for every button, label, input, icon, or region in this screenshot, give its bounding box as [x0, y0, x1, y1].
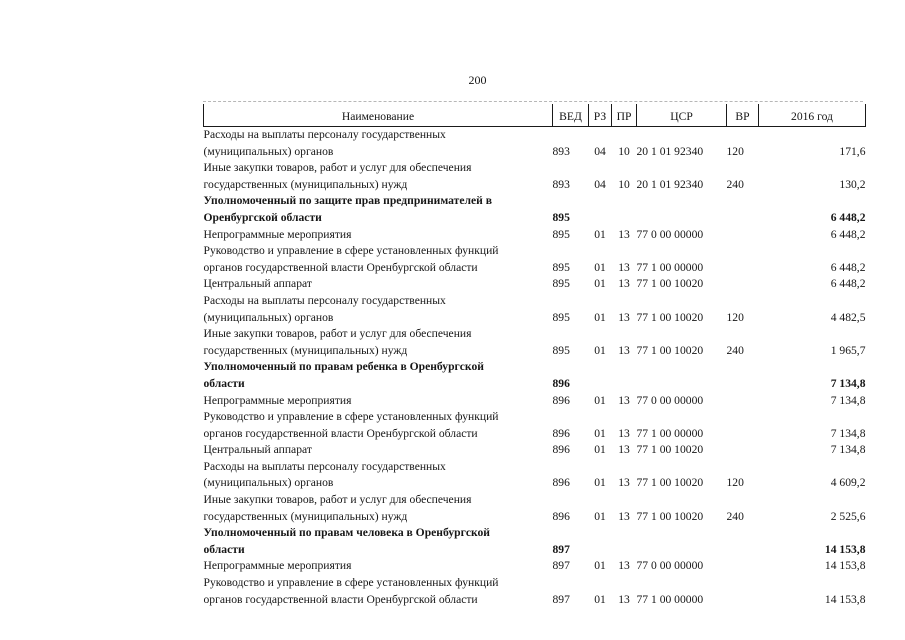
- cell-rz: 01: [594, 559, 606, 573]
- cell-vr: [727, 558, 759, 575]
- cell-pr: 13: [618, 559, 630, 573]
- cell-ved: 896: [552, 509, 570, 523]
- cell-csr: 77 1 00 00000: [636, 426, 704, 440]
- cell-pr: 10: [618, 177, 630, 191]
- cell-pr: 13: [618, 310, 630, 324]
- cell-name: [204, 243, 553, 276]
- cell-name-line: Непрограммные мероприятия: [203, 227, 352, 241]
- page-number: 200: [468, 73, 487, 87]
- cell-name: [204, 293, 553, 326]
- cell-name-line: органов государственной власти Оренбургской области: [203, 426, 478, 440]
- table-row: [204, 492, 866, 525]
- cell-name: [204, 558, 553, 575]
- cell-name-line: (муниципальных) органов: [203, 144, 334, 158]
- cell-csr: 77 0 00 00000: [636, 559, 704, 573]
- cell-rz: [589, 359, 612, 392]
- header-amount-2016: 2016 год: [759, 104, 866, 127]
- cell-name: [204, 160, 553, 193]
- cell-amount: 7 134,8: [830, 376, 866, 390]
- cell-rz: 01: [594, 343, 606, 357]
- table-row: [204, 558, 866, 575]
- cell-vr: 240: [726, 343, 744, 357]
- cell-rz: [589, 525, 612, 558]
- cell-name-line: Расходы на выплаты персоналу государственных: [203, 459, 446, 473]
- cell-vr: [727, 193, 759, 226]
- table-row: [204, 575, 866, 608]
- cell-name: [204, 575, 553, 608]
- cell-vr: 240: [726, 177, 744, 191]
- header-pr: ПР: [612, 104, 637, 127]
- cell-name-line: (муниципальных) органов: [203, 476, 334, 490]
- cell-name: [204, 492, 553, 525]
- cell-rz: 01: [594, 227, 606, 241]
- cell-rz: 04: [594, 144, 606, 158]
- cell-rz: 01: [594, 393, 606, 407]
- table-row: [204, 293, 866, 326]
- cell-name: [204, 193, 553, 226]
- cell-ved: 895: [552, 227, 570, 241]
- cell-name-line: Руководство и управление в сфере установленных функций: [203, 410, 499, 424]
- table-row-section: [204, 193, 866, 226]
- header-ved: ВЕД: [553, 104, 589, 127]
- cell-pr: 13: [618, 260, 630, 274]
- cell-amount: 14 153,8: [824, 542, 866, 556]
- cell-vr: [727, 393, 759, 410]
- cell-amount: 6 448,2: [830, 210, 866, 224]
- cell-pr: 13: [618, 509, 630, 523]
- cell-pr: 13: [618, 443, 630, 457]
- header-csr: ЦСР: [637, 104, 727, 127]
- cell-amount: 6 448,2: [830, 277, 866, 291]
- cell-name-line: Расходы на выплаты персоналу государственных: [203, 293, 446, 307]
- cell-vr: [727, 525, 759, 558]
- cell-name: [204, 326, 553, 359]
- cell-csr: 77 0 00 00000: [636, 227, 704, 241]
- cell-amount: 1 965,7: [830, 343, 866, 357]
- table-row: [204, 409, 866, 442]
- cell-ved: 895: [552, 260, 570, 274]
- cell-name-line: Оренбургской области: [203, 210, 322, 224]
- cell-vr: [727, 442, 759, 459]
- cell-ved: 893: [552, 177, 570, 191]
- cell-rz: 01: [594, 310, 606, 324]
- cell-rz: 01: [594, 443, 606, 457]
- cell-ved: 895: [552, 277, 570, 291]
- cell-name-line: Руководство и управление в сфере установленных функций: [203, 244, 499, 258]
- cell-name-line: государственных (муниципальных) нужд: [203, 509, 408, 523]
- cell-amount: 171,6: [839, 144, 866, 158]
- header-rz: РЗ: [589, 104, 612, 127]
- cell-name-line: Расходы на выплаты персоналу государственных: [203, 128, 446, 141]
- cell-ved: 896: [552, 443, 570, 457]
- table-row-section: [204, 359, 866, 392]
- cell-vr: [727, 276, 759, 293]
- cell-name: [204, 393, 553, 410]
- table-row: [204, 326, 866, 359]
- cell-name-line: Непрограммные мероприятия: [203, 559, 352, 573]
- table-row: [204, 227, 866, 244]
- cell-vr: 120: [726, 144, 744, 158]
- cell-pr: 13: [618, 592, 630, 606]
- cell-name-line: Центральный аппарат: [203, 277, 312, 291]
- cell-rz: 01: [594, 476, 606, 490]
- cell-pr: 13: [618, 426, 630, 440]
- cell-pr: [612, 525, 637, 558]
- cell-pr: 13: [618, 393, 630, 407]
- cell-csr: 77 0 00 00000: [636, 393, 704, 407]
- cell-amount: 7 134,8: [830, 426, 866, 440]
- cell-name-line: Руководство и управление в сфере установленных функций: [203, 576, 499, 590]
- table-row: [204, 442, 866, 459]
- cell-name-line: Иные закупки товаров, работ и услуг для обеспечения: [203, 161, 472, 175]
- cell-vr: 120: [726, 476, 744, 490]
- cell-vr: [727, 227, 759, 244]
- cell-amount: 2 525,6: [830, 509, 866, 523]
- cell-csr: 77 1 00 10020: [636, 443, 704, 457]
- cell-csr: [637, 359, 727, 392]
- cell-ved: 897: [552, 592, 570, 606]
- cell-name-line: Уполномоченный по защите прав предпринимателей в: [203, 194, 492, 208]
- cell-amount: 4 482,5: [830, 310, 866, 324]
- cell-csr: 77 1 00 10020: [636, 310, 704, 324]
- cell-csr: [637, 525, 727, 558]
- table-row: [204, 160, 866, 193]
- cell-amount: 6 448,2: [830, 260, 866, 274]
- cell-name-line: государственных (муниципальных) нужд: [203, 343, 408, 357]
- cell-rz: 04: [594, 177, 606, 191]
- cell-vr: [727, 409, 759, 442]
- cell-ved: 896: [552, 476, 570, 490]
- cell-amount: 6 448,2: [830, 227, 866, 241]
- table-row: [204, 459, 866, 492]
- table-row: [204, 127, 866, 161]
- cell-name-line: органов государственной власти Оренбургской области: [203, 592, 478, 606]
- table-row-section: [204, 525, 866, 558]
- cell-pr: [612, 359, 637, 392]
- cell-rz: 01: [594, 426, 606, 440]
- cell-name-line: Центральный аппарат: [203, 443, 312, 457]
- cell-csr: 20 1 01 92340: [636, 177, 704, 191]
- table-row: [204, 243, 866, 276]
- cell-ved: 895: [552, 310, 570, 324]
- cell-csr: 77 1 00 10020: [636, 277, 704, 291]
- cell-rz: 01: [594, 509, 606, 523]
- cell-pr: 10: [618, 144, 630, 158]
- cell-vr: [727, 359, 759, 392]
- cell-pr: 13: [618, 343, 630, 357]
- cell-name: [204, 409, 553, 442]
- table-row: [204, 393, 866, 410]
- cell-name: [204, 459, 553, 492]
- cell-csr: 77 1 00 10020: [636, 509, 704, 523]
- table-header-row: [204, 104, 866, 127]
- cell-ved: 896: [552, 426, 570, 440]
- cell-rz: 01: [594, 260, 606, 274]
- cell-name-line: (муниципальных) органов: [203, 310, 334, 324]
- cell-name-line: Иные закупки товаров, работ и услуг для обеспечения: [203, 493, 472, 507]
- cell-name-line: области: [203, 542, 245, 556]
- cell-name: [204, 227, 553, 244]
- cell-vr: 120: [726, 310, 744, 324]
- cell-csr: 77 1 00 10020: [636, 343, 704, 357]
- cell-csr: 77 1 00 10020: [636, 476, 704, 490]
- header-vr: ВР: [727, 104, 759, 127]
- cell-vr: [727, 243, 759, 276]
- cell-amount: 7 134,8: [830, 443, 866, 457]
- cell-ved: 893: [552, 144, 570, 158]
- cell-ved: 897: [552, 559, 570, 573]
- cell-amount: 14 153,8: [824, 592, 866, 606]
- cell-vr: [727, 575, 759, 608]
- cell-name-line: государственных (муниципальных) нужд: [203, 177, 408, 191]
- cell-rz: 01: [594, 277, 606, 291]
- cell-ved: 895: [552, 210, 570, 224]
- cell-pr: [612, 193, 637, 226]
- cell-name: [204, 442, 553, 459]
- cell-pr: 13: [618, 277, 630, 291]
- cell-name: [204, 525, 553, 558]
- cell-ved: 897: [552, 542, 570, 556]
- cell-vr: 240: [726, 509, 744, 523]
- table-body: [204, 127, 866, 609]
- cell-name: [204, 127, 553, 161]
- cell-csr: 20 1 01 92340: [636, 144, 704, 158]
- cell-name-line: области: [203, 376, 245, 390]
- cell-amount: 7 134,8: [830, 393, 866, 407]
- cell-csr: 77 1 00 00000: [636, 592, 704, 606]
- cell-pr: 13: [618, 476, 630, 490]
- cell-rz: [589, 193, 612, 226]
- cell-csr: 77 1 00 00000: [636, 260, 704, 274]
- cell-name-line: Иные закупки товаров, работ и услуг для обеспечения: [203, 327, 472, 341]
- cell-name: [204, 276, 553, 293]
- cell-ved: 896: [552, 376, 570, 390]
- cell-name: [204, 359, 553, 392]
- cell-amount: 4 609,2: [830, 476, 866, 490]
- cell-rz: 01: [594, 592, 606, 606]
- table-row: [204, 276, 866, 293]
- budget-table: [203, 104, 866, 608]
- header-name: Наименование: [204, 104, 553, 127]
- cell-amount: 130,2: [839, 177, 866, 191]
- cell-amount: 14 153,8: [824, 559, 866, 573]
- cell-name-line: Уполномоченный по правам ребенка в Оренбургской: [203, 360, 484, 374]
- cell-name-line: Непрограммные мероприятия: [203, 393, 352, 407]
- cell-csr: [637, 193, 727, 226]
- cell-name-line: Уполномоченный по правам человека в Оренбургской: [203, 526, 490, 540]
- cell-ved: 896: [552, 393, 570, 407]
- cell-pr: 13: [618, 227, 630, 241]
- cell-ved: 895: [552, 343, 570, 357]
- cell-name-line: органов государственной власти Оренбургской области: [203, 260, 478, 274]
